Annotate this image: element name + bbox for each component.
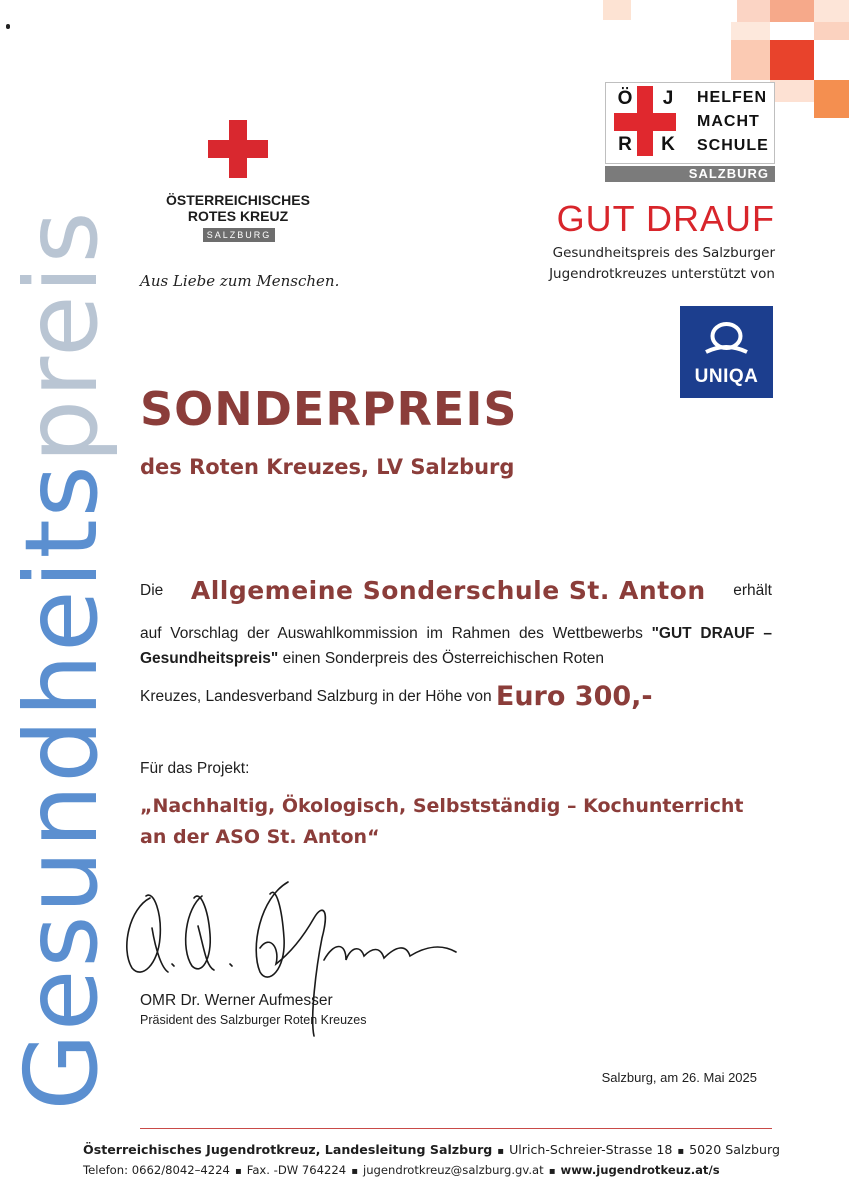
gut-drauf-title: GUT DRAUF: [556, 198, 775, 239]
certificate-title: SONDERPREIS: [140, 382, 518, 436]
project-label: Für das Projekt:: [140, 760, 250, 777]
ojrk-word: HELFEN: [697, 89, 767, 106]
ojrk-letter: K: [661, 134, 675, 155]
footer-email: jugendrotkreuz@salzburg.gv.at: [362, 1163, 544, 1177]
ojrk-word: SCHULE: [697, 137, 769, 154]
signer-name: OMR Dr. Werner Aufmesser: [140, 992, 333, 1009]
certificate-subtitle: des Roten Kreuzes, LV Salzburg: [140, 455, 515, 479]
school-name: Allgemeine Sonderschule St. Anton: [190, 576, 706, 605]
footer-address: Österreichisches Jugendrotkreuz, Landesleitung Salzburg ▪ Ulrich-Schreier-Strasse 18 ▪ 5020 Salzburg: [83, 1142, 780, 1157]
ork-region-badge: SALZBURG: [203, 228, 275, 242]
ojrk-word: MACHT: [697, 113, 760, 130]
uniqa-wordmark: UNIQA: [694, 366, 759, 387]
competition-name: "GUT DRAUF – Gesundheitspreis": [140, 625, 772, 667]
footer-contact: Telefon: 0662/8042–4224 ▪ Fax. -DW 764224 ▪ jugendrotkreuz@salzburg.gv.at ▪ www.jugendrotkeuz.at/s: [83, 1163, 720, 1177]
scan-dot-mark: [6, 24, 10, 29]
uniqa-emblem-icon: [680, 306, 773, 366]
award-description: auf Vorschlag der Auswahlkommission im Rahmen des Wettbewerbs "GUT DRAUF – Gesundheitspreis" einen Sonderpreis des Österreichischen Roten: [140, 625, 772, 667]
watermark-gesundheitspreis: Gesundheitspreis: [3, 209, 120, 1111]
footer-website: www.jugendrotkeuz.at/s: [560, 1163, 720, 1177]
ork-slogan: Aus Liebe zum Menschen.: [140, 272, 340, 290]
signer-role: Präsident des Salzburger Roten Kreuzes: [140, 1013, 367, 1027]
issue-date: Salzburg, am 26. Mai 2025: [601, 1070, 757, 1085]
footer-divider: [140, 1128, 772, 1129]
award-amount: Euro 300,-: [495, 681, 653, 712]
project-title: „Nachhaltig, Ökologisch, Selbstständig – Kochunterricht an der ASO St. Anton“: [140, 795, 744, 848]
gut-drauf-subtitle: Gesundheitspreis des Salzburger Jugendrotkreuzes unterstützt von: [549, 245, 775, 282]
ojrk-letter: J: [662, 88, 674, 109]
award-amount-line: Kreuzes, Landesverband Salzburg in der Höhe von Euro 300,-: [140, 681, 653, 712]
ojrk-letter: R: [618, 134, 632, 155]
ojrk-letter: Ö: [617, 88, 633, 109]
award-recipient-line: [140, 572, 772, 606]
ork-name: ÖSTERREICHISCHES ROTES KREUZ: [166, 192, 310, 224]
award-verb: erhält: [733, 582, 772, 599]
ojrk-region-badge: SALZBURG: [605, 166, 775, 182]
award-prefix: Die: [140, 582, 164, 599]
ojrk-cross-icon-bar: [614, 113, 676, 131]
red-cross-icon-bar: [208, 140, 268, 158]
